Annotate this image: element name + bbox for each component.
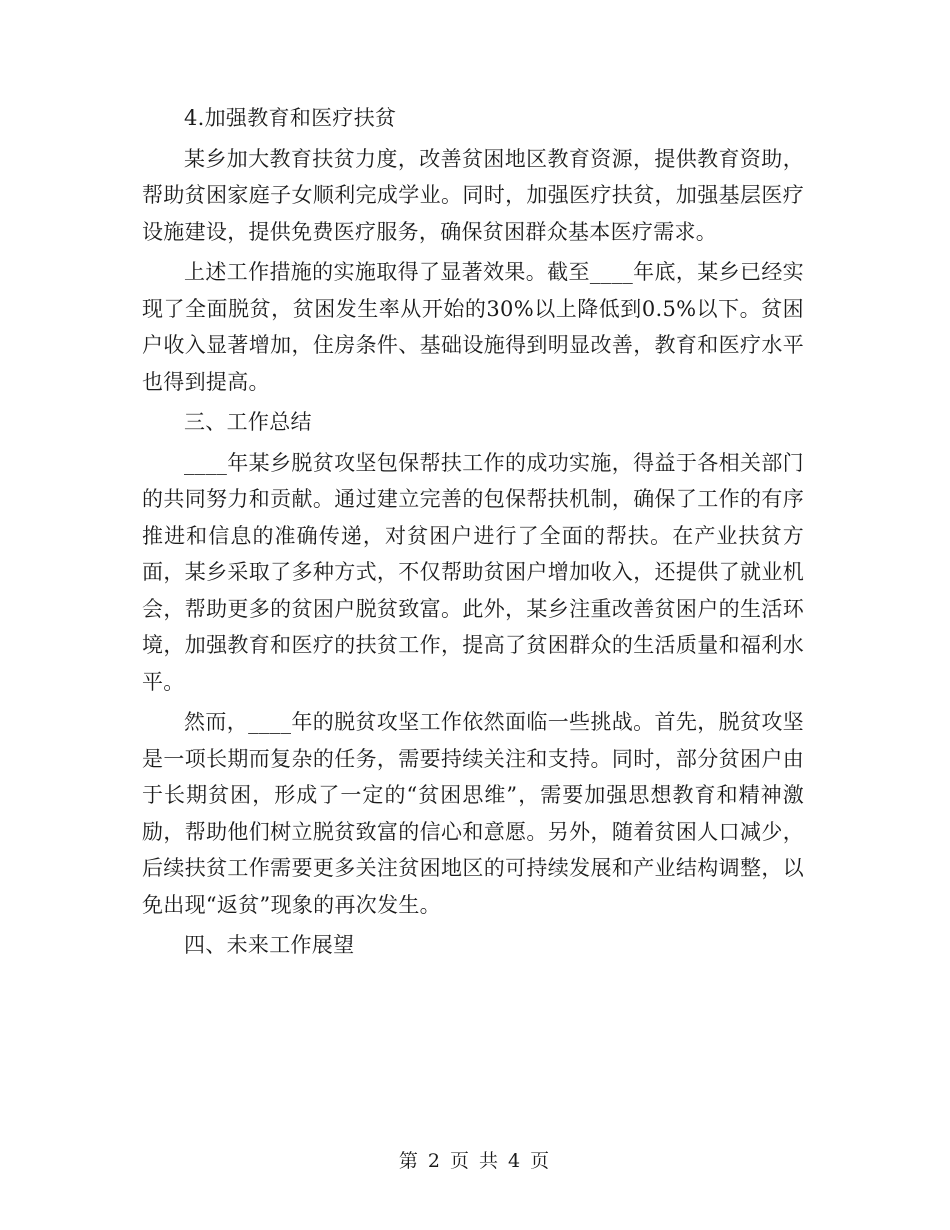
page-number-footer: 第 2 页 共 4 页 (398, 1150, 552, 1172)
section-heading-outlook: 四、未来工作展望 (184, 933, 355, 957)
document-body (142, 100, 804, 968)
paragraph-results: 上述工作措施的实施取得了显著效果。截至____年底，某乡已经实现了全面脱贫，贫困发生率从开始的30%以上降低到0.5%以下。贫困户收入显著增加，住房条件、基础设施得到明显改善，教育和医疗水平也得到提高。 (142, 260, 804, 394)
paragraph-challenges: 然而，____年的脱贫攻坚工作依然面临一些挑战。首先，脱贫攻坚是一项长期而复杂的任务，需要持续关注和支持。同时，部分贫困户由于长期贫困，形成了一定的“贫困思维”，需要加强思想教育和精神激励，帮助他们树立脱贫致富的信心和意愿。另外，随着贫困人口减少，后续扶贫工作需要更多关注贫困地区的可持续发展和产业结构调整，以免出现“返贫”现象的再次发生。 (142, 710, 804, 917)
section-heading-education-medical: 4.加强教育和医疗扶贫 (184, 106, 397, 130)
paragraph-education-medical: 某乡加大教育扶贫力度，改善贫困地区教育资源，提供教育资助，帮助贫困家庭子女顺利完成学业。同时，加强医疗扶贫，加强基层医疗设施建设，提供免费医疗服务，确保贫困群众基本医疗需求。 (142, 146, 804, 244)
section-heading-summary: 三、工作总结 (184, 410, 312, 434)
paragraph-summary: ____年某乡脱贫攻坚包保帮扶工作的成功实施，得益于各相关部门的共同努力和贡献。通过建立完善的包保帮扶机制，确保了工作的有序推进和信息的准确传递，对贫困户进行了全面的帮扶。在产业扶贫方面，某乡采取了多种方式，不仅帮助贫困户增加收入，还提供了就业机会，帮助更多的贫困户脱贫致富。此外，某乡注重改善贫困户的生活环境，加强教育和医疗的扶贫工作，提高了贫困群众的生活质量和福利水平。 (142, 450, 804, 694)
